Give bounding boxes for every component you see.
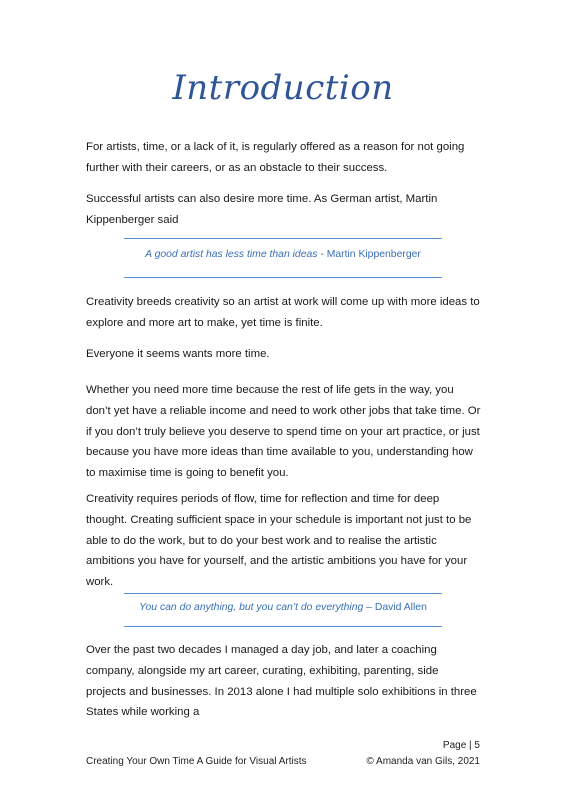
pull-quote-2 [124, 602, 442, 613]
quote-author: Martin Kippenberger [326, 249, 421, 260]
quote-text: You can do anything, but you can’t do everything [139, 602, 364, 613]
page-number: Page | 5 [442, 740, 480, 751]
quote-rule-top [124, 593, 442, 594]
paragraph-7: Over the past two decades I managed a day job, and later a coaching company, alongside my art career, curating, exhibiting, parenting, side projects and businesses. In 2013 alone I had multiple solo exhibitions in three States while working a [86, 644, 477, 719]
quote-author: David Allen [374, 602, 427, 613]
paragraph-5: Whether you need more time because the rest of life gets in the way, you don’t yet have a reliable income and need to work other jobs that take time. Or if you don’t truly believe you deserve to spend time on your art practice, or just because you have more ideas than time available to you, understanding how to maximise time is going to benefit you. [86, 384, 481, 480]
paragraph-2: Successful artists can also desire more time. As German artist, Martin Kippenberger said [86, 193, 438, 226]
footer-copyright: © Amanda van Gils, 2021 [366, 756, 480, 767]
paragraph-6: Creativity requires periods of flow, time for reflection and time for deep thought. Creating sufficient space in your schedule is important not just to be able to do the work, but to do your best work and to realise the artistic ambitions you have for yourself, and the artistic ambitions you have for your work. [86, 493, 472, 589]
footer-book-title: Creating Your Own Time A Guide for Visual Artists [86, 756, 307, 767]
quote-text: A good artist has less time than ideas [145, 249, 318, 260]
page-title: Introduction [172, 68, 394, 108]
quote-separator: - [317, 249, 327, 260]
paragraph-3: Creativity breeds creativity so an artist at work will come up with more ideas to explore and more art to make, yet time is finite. [86, 296, 480, 329]
pull-quote-1 [124, 249, 442, 260]
quote-rule-top [124, 238, 442, 239]
quote-separator: – [363, 602, 375, 613]
paragraph-1: For artists, time, or a lack of it, is regularly offered as a reason for not going further with their careers, or as an obstacle to their success. [86, 141, 465, 174]
paragraph-4: Everyone it seems wants more time. [86, 348, 270, 360]
quote-rule-bottom [124, 626, 442, 627]
quote-rule-bottom [124, 277, 442, 278]
